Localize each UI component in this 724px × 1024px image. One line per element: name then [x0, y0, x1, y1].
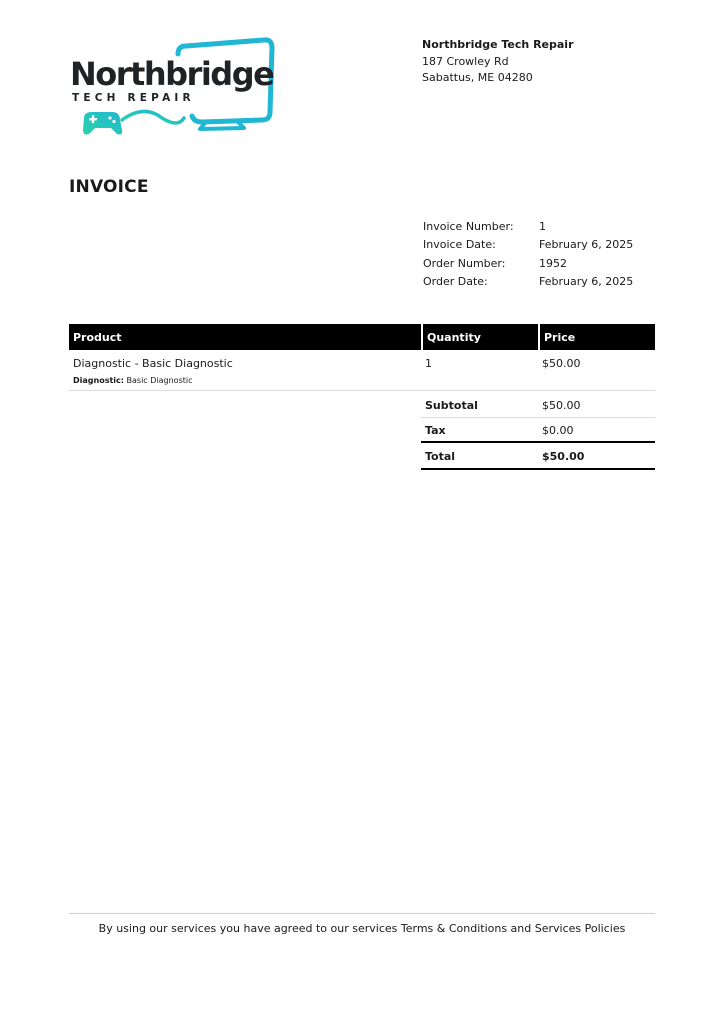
item-price: $50.00 [542, 357, 581, 370]
subtotal-label: Subtotal [425, 399, 478, 412]
total-label: Total [425, 450, 456, 463]
meta-label: Invoice Number: [423, 220, 514, 233]
meta-label: Order Number: [423, 256, 506, 270]
company-logo [66, 34, 278, 142]
totals-row-total [421, 443, 655, 470]
totals-row-tax [421, 418, 655, 443]
document-title: INVOICE [69, 177, 149, 197]
meta-value: February 6, 2025 [539, 238, 634, 252]
company-name: Northbridge Tech Repair [422, 38, 574, 51]
meta-value: 1952 [539, 256, 567, 270]
company-address-line2: Sabattus, ME 04280 [422, 71, 533, 84]
items-table [69, 324, 655, 391]
footer-terms: By using our services you have agreed to our services Terms & Conditions and Services Policies [98, 922, 626, 935]
items-table-header [69, 324, 655, 350]
table-row [69, 350, 655, 391]
header-quantity: Quantity [421, 324, 538, 350]
item-product-cell [69, 350, 421, 390]
logo-tagline: TECH REPAIR [72, 92, 195, 104]
meta-label: Order Date: [423, 274, 488, 288]
subtotal-value: $50.00 [542, 399, 581, 412]
totals-table [421, 393, 655, 470]
company-address-block [422, 37, 574, 87]
item-product-name: Diagnostic - Basic Diagnostic [73, 357, 233, 370]
meta-row-order-date [423, 273, 633, 291]
total-value: $50.00 [542, 450, 585, 463]
logo-wordmark: Northbridge [70, 55, 274, 93]
footer-divider [69, 913, 655, 914]
item-meta-label: Diagnostic: [73, 376, 124, 385]
item-quantity: 1 [425, 357, 432, 370]
meta-row-invoice-number [423, 218, 633, 236]
header-product: Product [73, 331, 122, 344]
tax-label: Tax [425, 424, 446, 437]
meta-value: February 6, 2025 [539, 274, 634, 288]
totals-row-subtotal [421, 393, 655, 418]
item-meta-value: Basic Diagnostic [126, 376, 193, 385]
company-address-line1: 187 Crowley Rd [422, 54, 509, 68]
meta-row-invoice-date [423, 236, 633, 254]
tax-value: $0.00 [542, 424, 574, 437]
invoice-meta [423, 218, 633, 291]
meta-label: Invoice Date: [423, 238, 496, 252]
meta-row-order-number [423, 255, 633, 273]
header-price: Price [538, 324, 655, 350]
meta-value: 1 [539, 220, 546, 233]
item-product-meta [73, 376, 421, 386]
